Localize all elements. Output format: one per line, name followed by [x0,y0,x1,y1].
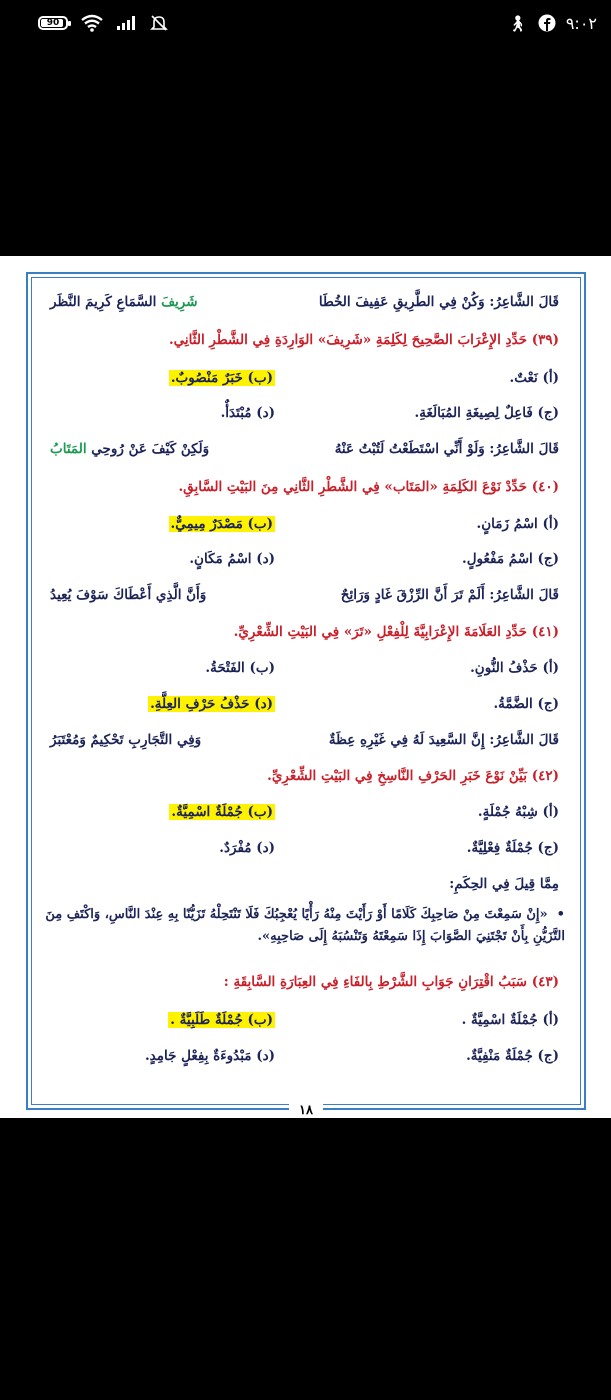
wisdom-quote: • «إِنْ سَمِعْتَ مِنْ صَاحِبِكَ كَلَامًا أَوْ رَأَيْتَ مِنْهُ رَأْيًا يُعْجِبُكَ فَلَا تَنْتَحِلْهُ تَزَيُّنًا بِهِ عِنْدَ النَّاسِ، وَاكْتَفِ مِنَ التَّزَيُّنِ بِأَنْ تَجْتَنِيَ الصَّوَابَ إِذَا سَمِعْتَهُ وَتَنْسُبَهُ إِلَى صَاحِبِهِ». [45,907,565,944]
verse-right: قَالَ الشَّاعِرُ: أَلَمْ تَرَ أَنَّ الرِّزْقَ غَادٍ وَرَائِحٌ [340,587,559,603]
verse-left: وَفِي التَّجَارِبِ تَحْكِيمٌ وَمُعْتَبَرُ [50,732,202,748]
options-39-cd [50,405,559,421]
verse-left: وَأَنَّ الَّذِي أَعْطَاكَ سَوْفَ يُعِيدُ [50,587,207,603]
options-42-cd [50,840,559,856]
verse-highlight-word: شَرِيفَ [161,294,198,310]
option-c: (ج) جُمْلَةٌ مَنْفِيَّةٌ. [466,1048,559,1064]
option-b-correct: (ب) خَبَرٌ مَنْصُوبٌ. [170,370,273,386]
option-a: (أ) شِبْهُ جُمْلَةٍ. [477,804,559,820]
verse-right: قَالَ الشَّاعِرُ: وَلَوْ أَنِّي اسْتَطَعْتُ لَتُبْتُ عَنْهُ [334,441,559,457]
option-c: (ج) اسْمُ مَفْعُولٍ. [462,551,559,567]
option-c: (ج) الضَّمَّةُ. [493,696,559,712]
worksheet-page [0,256,611,1118]
options-43-ab [50,1012,559,1028]
question-39: (٣٩) حَدِّدِ الإِعْرَابَ الصَّحِيحَ لِكَلِمَةِ «شَرِيفَ» الوَارِدَةِ فِي الشَّطْرِ الثَّانِي. [168,332,559,348]
option-c: (ج) جُمْلَةٌ فِعْلِيَّةٌ. [466,840,559,856]
option-d-correct: (د) حَذْفُ حَرْفِ العِلَّةِ. [150,696,273,712]
option-a: (أ) نَعْتٌ. [509,370,559,386]
option-d: (د) اسْمُ مَكَانٍ. [189,551,275,567]
option-d: (د) مَبْدُوءَةٌ بِفِعْلٍ جَامِدٍ. [144,1048,275,1064]
verse-line-3 [50,587,559,603]
question-40: (٤٠) حَدِّدْ نَوْعَ الكَلِمَةِ «المَتَاب» فِي الشَّطْرِ الثَّانِي مِنَ البَيْتِ السَّابِقِ. [178,479,559,495]
verse-right: قَالَ الشَّاعِرُ: إِنَّ السَّعِيدَ لَهُ فِي غَيْرِهِ عِظَةٌ [328,732,559,748]
options-41-ab [50,660,559,676]
question-41: (٤١) حَدِّدِ العَلَامَةَ الإِعْرَابِيَّةَ لِلْفِعْلِ «تَرَ» فِي البَيْتِ الشِّعْرِيِّ. [233,624,559,640]
option-b-correct: (ب) جُمْلَةٌ اسْمِيَّةٌ. [171,804,273,820]
verse-highlight-word: المَتَابُ [50,441,87,457]
options-40-ab [50,516,559,532]
status-right [508,14,597,33]
option-b: (ب) الفَتْحَةُ. [205,660,275,676]
option-c: (ج) فَاعِلٌ لِصِيغَةِ المُبَالَغَةِ. [414,405,559,421]
verse-right: قَالَ الشَّاعِرُ: وَكُنْ فِي الطَّرِيقِ عَفِيفَ الخُطَا [318,294,559,310]
option-d: (د) مُفْرَدٌ. [219,840,275,856]
verse-line-2 [50,441,559,457]
option-d: (د) مُبْتَدَأٌ. [220,405,275,421]
verse-line-1 [50,294,559,310]
mute-icon [150,14,168,32]
bullet-icon: • [547,907,565,922]
options-39-ab [50,370,559,386]
facebook-icon [538,14,556,32]
options-43-cd [50,1048,559,1064]
options-40-cd [50,551,559,567]
question-43: (٤٣) سَبَبُ اقْتِرَانِ جَوَابِ الشَّرْطِ بِالفَاءِ فِي العِبَارَةِ السَّابِقَةِ : [223,974,559,990]
question-42: (٤٢) بَيِّنْ نَوْعَ خَبَرِ الحَرْفِ النَّاسِخِ فِي البَيْتِ الشِّعْرِيِّ. [267,768,559,784]
verse-left: وَلَكِنْ كَيْفَ عَنْ رُوحِي المَتَابُ [50,441,210,457]
option-a: (أ) اسْمُ زَمَانٍ. [476,516,559,532]
wisdom-heading: مِمَّا قِيلَ فِي الحِكَمِ: [449,876,559,892]
verse-left: شَرِيفَ السَّمَاعِ كَرِيمَ النَّظَر [50,294,198,310]
wifi-icon [80,14,104,32]
options-41-cd [50,696,559,712]
option-a: (أ) حَذْفُ النُّونِ. [470,660,559,676]
option-a: (أ) جُمْلَةٌ اسْمِيَّةٌ . [461,1012,559,1028]
status-bar [0,0,611,46]
status-left [38,14,168,32]
status-time: ٩:٠٢ [565,13,597,33]
option-b-correct: (ب) جُمْلَةٌ طَلَبِيَّةٌ . [170,1012,273,1028]
options-42-ab [50,804,559,820]
battery-icon: 90 [38,16,68,30]
signal-icon [116,15,138,31]
page-number: ١٨ [289,1103,323,1118]
walk-icon: 🚶︎ [507,13,528,33]
verse-line-4 [50,732,559,748]
option-b-correct: (ب) مَصْدَرٌ مِيمِيٌّ. [170,516,273,532]
